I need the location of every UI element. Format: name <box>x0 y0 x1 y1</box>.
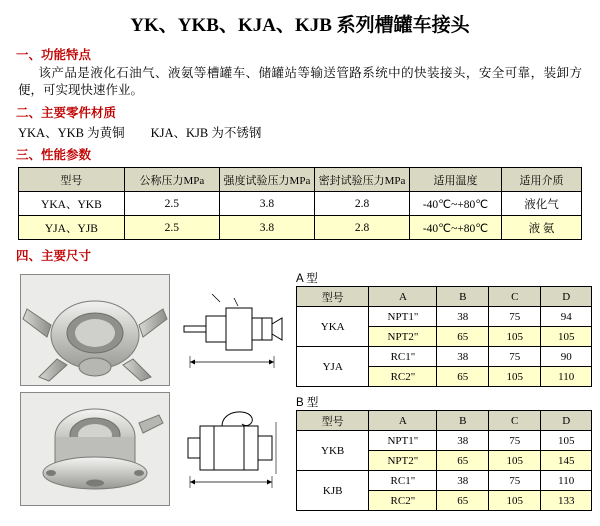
cell-d: 105 <box>541 431 592 451</box>
cell-b: 38 <box>437 307 489 327</box>
table-row <box>297 347 592 367</box>
cell-b: 38 <box>437 347 489 367</box>
col-a: A <box>369 411 437 431</box>
cell-c: 75 <box>489 307 541 327</box>
product-photo-b <box>20 392 170 506</box>
col-b: B <box>437 411 489 431</box>
cell-a: RC1" <box>369 471 437 491</box>
col-d: D <box>541 411 592 431</box>
cell-d: 110 <box>541 367 592 387</box>
cell-c: 105 <box>489 451 541 471</box>
features-text: 该产品是液化石油气、液氨等槽罐车、储罐站等输送管路系统中的快装接头，安全可靠，装卸方便，可实现快速作业。 <box>18 66 582 97</box>
col-medium: 适用介质 <box>502 168 582 192</box>
cell-seal: 2.8 <box>314 192 409 216</box>
section-heading-material: 二、主要零件材质 <box>16 106 117 120</box>
cell-nominal: 2.5 <box>124 216 219 240</box>
cell-c: 105 <box>489 367 541 387</box>
col-temperature: 适用温度 <box>410 168 502 192</box>
section-heading-performance: 三、性能参数 <box>16 148 92 162</box>
cell-temp: -40℃~+80℃ <box>410 192 502 216</box>
drawing-a <box>176 274 286 384</box>
col-model: 型号 <box>19 168 125 192</box>
cell-model-ykb: YKB <box>297 431 369 471</box>
col-b: B <box>437 287 489 307</box>
cell-b: 65 <box>437 451 489 471</box>
cell-medium: 液化气 <box>502 192 582 216</box>
table-row <box>297 307 592 327</box>
drawing-b <box>176 392 286 504</box>
table-row <box>297 431 592 451</box>
cell-c: 75 <box>489 431 541 451</box>
col-model: 型号 <box>297 411 369 431</box>
cell-seal: 2.8 <box>314 216 409 240</box>
cell-d: 133 <box>541 491 592 511</box>
cell-model-yja: YJA <box>297 347 369 387</box>
cell-a: NPT2" <box>369 451 437 471</box>
cell-a: NPT1" <box>369 431 437 451</box>
material-steel: KJA、KJB 为不锈钢 <box>150 126 262 140</box>
cell-c: 75 <box>489 471 541 491</box>
cell-d: 105 <box>541 327 592 347</box>
table-row <box>297 471 592 491</box>
cell-c: 105 <box>489 327 541 347</box>
cell-model: YKA、YKB <box>19 192 125 216</box>
cell-c: 75 <box>489 347 541 367</box>
cell-d: 110 <box>541 471 592 491</box>
cell-b: 65 <box>437 327 489 347</box>
table-header-row <box>297 287 592 307</box>
dimensions-area <box>0 268 600 516</box>
table-header-row <box>19 168 582 192</box>
features-body <box>18 65 582 99</box>
dimension-table-b <box>296 410 592 511</box>
cell-b: 65 <box>437 367 489 387</box>
product-photo-a <box>20 274 170 386</box>
cell-strength: 3.8 <box>219 216 314 240</box>
cell-a: NPT1" <box>369 307 437 327</box>
cell-c: 105 <box>489 491 541 511</box>
section-heading-dimensions: 四、主要尺寸 <box>16 249 92 263</box>
page-title: YK、YKB、KJA、KJB 系列槽罐车接头 <box>130 15 470 36</box>
cell-model-kjb: KJB <box>297 471 369 511</box>
col-a: A <box>369 287 437 307</box>
cell-medium: 液 氨 <box>502 216 582 240</box>
col-d: D <box>541 287 592 307</box>
section-heading-features: 一、功能特点 <box>16 48 92 62</box>
cell-d: 94 <box>541 307 592 327</box>
cell-temp: -40℃~+80℃ <box>410 216 502 240</box>
type-b-label: B 型 <box>296 397 319 409</box>
cell-a: RC1" <box>369 347 437 367</box>
cell-model-yka: YKA <box>297 307 369 347</box>
type-a-label: A 型 <box>296 273 318 285</box>
table-header-row <box>297 411 592 431</box>
material-brass: YKA、YKB 为黄铜 <box>18 126 125 140</box>
cell-a: RC2" <box>369 367 437 387</box>
cell-nominal: 2.5 <box>124 192 219 216</box>
document-page <box>0 10 600 526</box>
cell-a: NPT2" <box>369 327 437 347</box>
cell-b: 65 <box>437 491 489 511</box>
col-model: 型号 <box>297 287 369 307</box>
cell-strength: 3.8 <box>219 192 314 216</box>
performance-table <box>18 167 582 240</box>
dimension-table-a <box>296 286 592 387</box>
cell-d: 90 <box>541 347 592 367</box>
table-row <box>19 192 582 216</box>
cell-a: RC2" <box>369 491 437 511</box>
col-seal-test: 密封试验压力MPa <box>314 168 409 192</box>
cell-b: 38 <box>437 431 489 451</box>
col-strength-test: 强度试验压力MPa <box>219 168 314 192</box>
cell-b: 38 <box>437 471 489 491</box>
material-line <box>18 123 600 141</box>
col-c: C <box>489 287 541 307</box>
col-nominal-pressure: 公称压力MPa <box>124 168 219 192</box>
table-row <box>19 216 582 240</box>
col-c: C <box>489 411 541 431</box>
cell-d: 145 <box>541 451 592 471</box>
cell-model: YJA、YJB <box>19 216 125 240</box>
